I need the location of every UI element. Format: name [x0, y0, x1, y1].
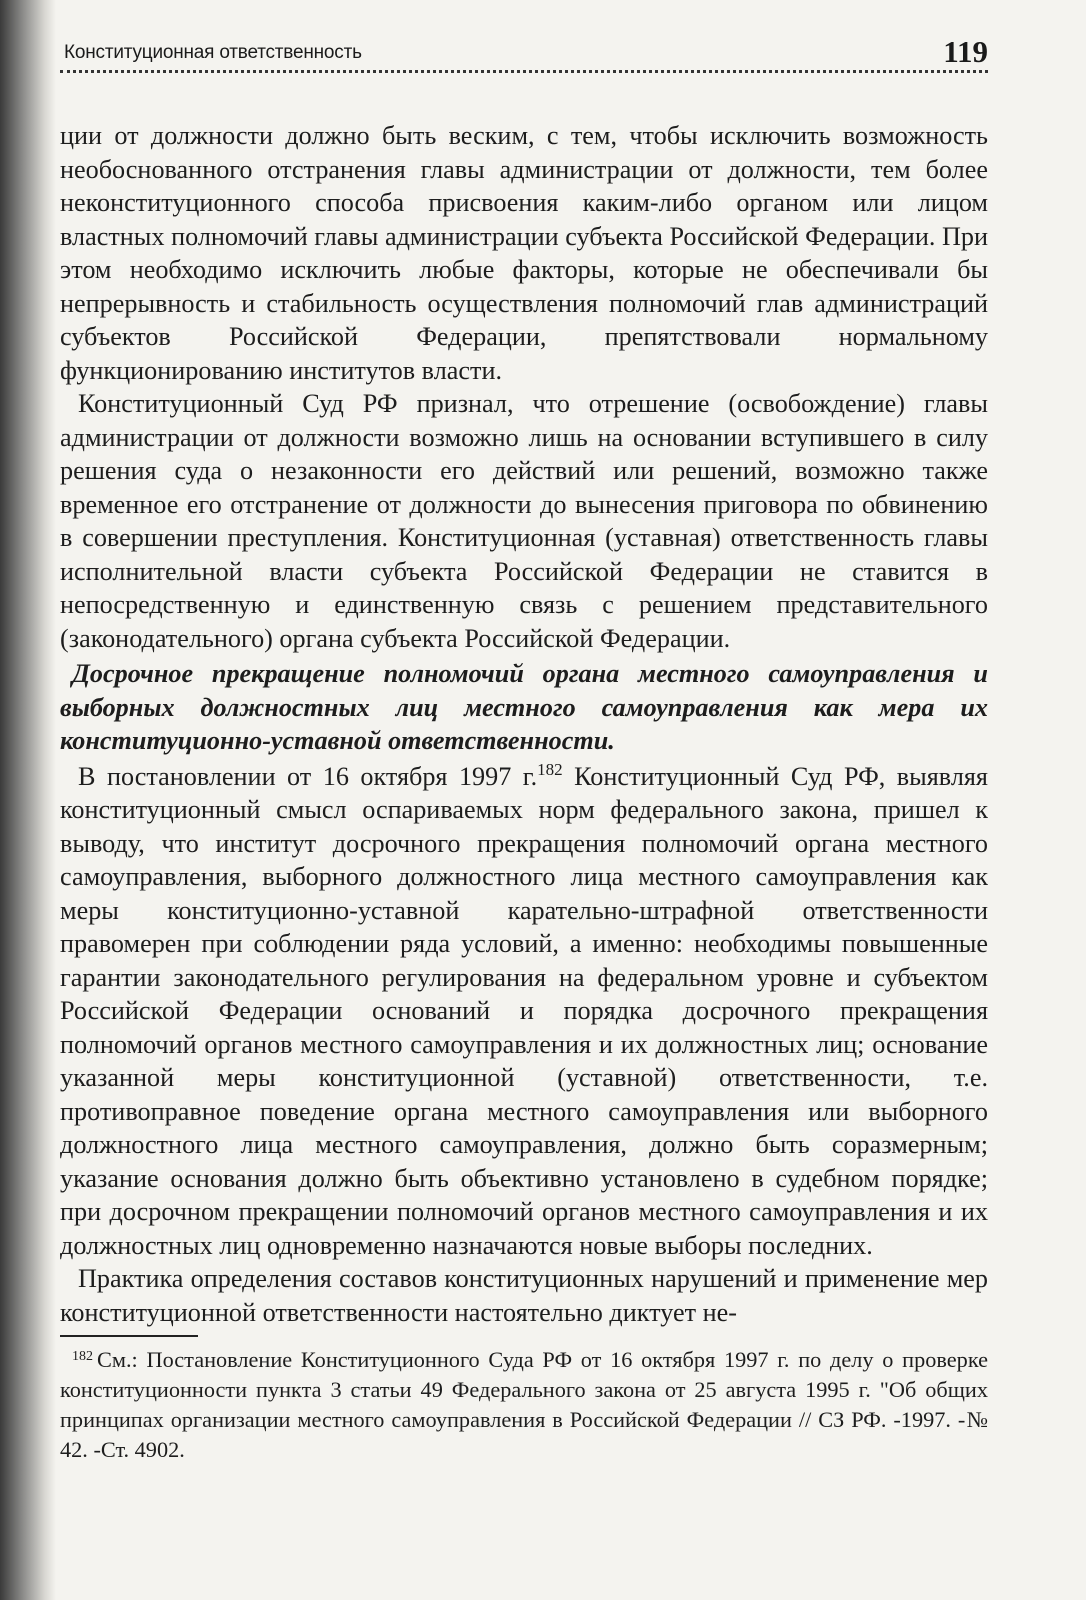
paragraph-4: Практика определения составов конституционных нарушений и применение мер конституционной ответственности настоятельно диктует не-: [60, 1264, 988, 1327]
body-text: [60, 119, 988, 1329]
page-number: 119: [943, 34, 988, 69]
footnote-text: См.: Постановление Конституционного Суда РФ от 16 октября 1997 г. по делу о проверке конституционности пункта 3 статьи 49 Федерального закона от 25 августа 1995 г. "Об общих принципах организации местного самоуправления в Российской Федерации // СЗ РФ. -1997. -№ 42. -Ст. 4902.: [60, 1347, 988, 1462]
footnote-reference: 182: [537, 759, 563, 779]
paragraph-1: ции от должности должно быть веским, с тем, чтобы исключить возможность необоснованного отстранения главы администрации от должности, тем более неконституционного способа присвоения каким-либо органом или лицом властных полномочий главы администрации субъекта Российской Федерации. При этом необходимо исключить любые факторы, которые не обеспечивали бы непрерывность и стабильность осуществления полномочий глав администраций субъектов Российской Федерации, препятствовали нормальному функционированию институтов власти.: [60, 121, 988, 385]
footnote: [60, 1345, 988, 1465]
footnote-divider: [60, 1335, 198, 1337]
section-heading-italic: Досрочное прекращение полномочий органа местного самоуправления и выборных должностных лиц местного самоуправления как мера их конституционно-уставной ответственности.: [60, 659, 988, 755]
running-title: Конституционная ответственность: [64, 42, 362, 63]
book-page: [60, 30, 988, 1465]
page-binding-shadow: [0, 0, 56, 1600]
footnote-number: 182: [72, 1349, 93, 1364]
page-header: [60, 30, 988, 73]
paragraph-3-start: В постановлении от 16 октября 1997 г.: [78, 761, 538, 791]
paragraph-2: Конституционный Суд РФ признал, что отрешение (освобождение) главы администрации от должности возможно лишь на основании вступившего в силу решения суда о незаконности его действий или решений, возможно также временное его отстранение от должности до вынесения приговора по обвинению в совершении преступления. Конституционная (уставная) ответственность главы исполнительной власти субъекта Российской Федерации не ставится в непосредственную и единственную связь с решением представительного (законодательного) органа субъекта Российской Федерации.: [60, 389, 988, 653]
paragraph-3-rest: Конституционный Суд РФ, выявляя конституционный смысл оспариваемых норм федерального закона, пришел к выводу, что институт досрочного прекращения полномочий органа местного самоуправления, выборного должностного лица местного самоуправления как меры конституционно-уставной карательно-штрафной ответственности правомерен при соблюдении ряда условий, а именно: необходимы повышенные гарантии законодательного регулирования на федеральном уровне и субъектом Российской Федерации оснований и порядка досрочного прекращения полномочий органов местного самоуправления и их должностных лиц; основание указанной меры конституционной (уставной) ответственности, т.е. противоправное поведение органа местного самоуправления или выборного должностного лица местного самоуправления, должно быть соразмерным; указание основания должно быть объективно установлено в судебном порядке; при досрочном прекращении полномочий органов местного самоуправления и их должностных лиц одновременно назначаются новые выборы последних.: [60, 761, 988, 1260]
paragraph-3: [60, 760, 988, 1263]
